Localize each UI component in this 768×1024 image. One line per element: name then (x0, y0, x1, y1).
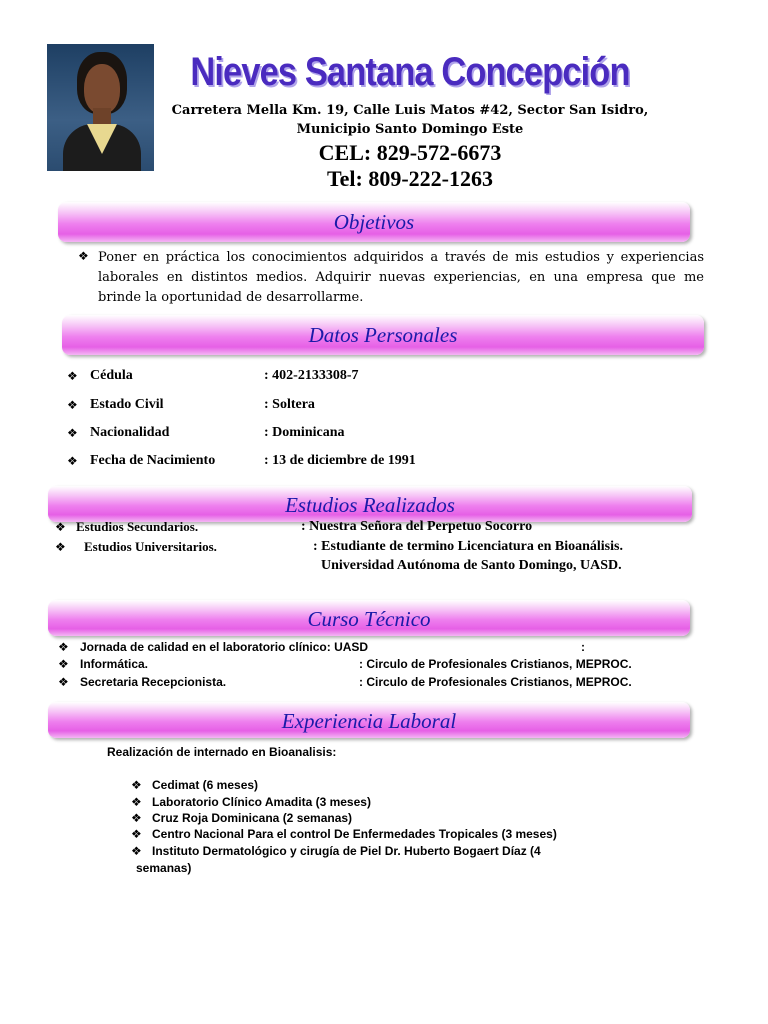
experiencia-item: Cruz Roja Dominicana (2 semanas) (152, 811, 353, 825)
section-title-estudios: Estudios Realizados (285, 493, 455, 517)
section-header-objetivos (58, 202, 690, 242)
personal-label: Cédula (90, 368, 133, 383)
bullet-icon: ❖ (78, 249, 89, 263)
estudio-value: : Nuestra Señora del Perpetuo Socorro (301, 519, 533, 534)
personal-value: : Soltera (264, 397, 315, 412)
curso-label: Informática. (80, 657, 149, 671)
address-line-1: Carretera Mella Km. 19, Calle Luis Matos #42, Sector San Isidro, (171, 103, 649, 118)
bullet-icon: ❖ (58, 640, 69, 654)
section-header-curso (48, 600, 690, 636)
bullet-icon: ❖ (67, 369, 78, 383)
curso-label: Secretaria Recepcionista. (80, 675, 227, 689)
estudio-label: Estudios Secundarios. (76, 519, 199, 534)
address-line-2: Municipio Santo Domingo Este (296, 122, 524, 137)
bullet-icon: ❖ (55, 520, 66, 534)
section-title-curso: Curso Técnico (307, 607, 431, 631)
curso-value: : Circulo de Profesionales Cristianos, MEPROC. (359, 657, 632, 671)
cel-phone: CEL: 829-572-6673 (318, 140, 502, 165)
bullet-icon: ❖ (67, 426, 78, 440)
section-title-objetivos: Objetivos (333, 210, 415, 234)
objetivo-text: Poner en práctica los conocimientos adquiridos a través de mis estudios y experiencias laborales en distintos medios. Adquirir nuevas experiencias, en una empresa que me brinde la oportunidad de desarrollarme. (98, 250, 704, 305)
experiencia-intro: Realización de internado en Bioanalisis: (107, 745, 337, 759)
personal-value: : 402-2133308-7 (264, 368, 359, 383)
curso-value: : Circulo de Profesionales Cristianos, MEPROC. (359, 675, 632, 689)
bullet-icon: ❖ (67, 454, 78, 468)
bullet-icon: ❖ (131, 795, 142, 809)
experiencia-item: Cedimat (6 meses) (152, 778, 259, 792)
personal-label: Nacionalidad (90, 425, 170, 440)
bullet-icon: ❖ (67, 398, 78, 412)
estudio-value-2: Universidad Autónoma de Santo Domingo, UASD. (321, 558, 622, 573)
section-header-datos-personales (62, 315, 704, 355)
personal-value: : 13 de diciembre de 1991 (264, 453, 416, 468)
bullet-icon: ❖ (58, 675, 69, 689)
personal-label: Estado Civil (90, 397, 164, 412)
bullet-icon: ❖ (55, 540, 66, 554)
experiencia-item: Centro Nacional Para el control De Enfermedades Tropicales (3 meses) (152, 827, 557, 841)
curso-label: Jornada de calidad en el laboratorio clínico: UASD (80, 640, 369, 654)
bullet-icon: ❖ (131, 778, 142, 792)
experiencia-item-continued: semanas) (136, 861, 192, 875)
experiencia-item: Laboratorio Clínico Amadita (3 meses) (152, 795, 371, 809)
bullet-icon: ❖ (131, 827, 142, 841)
section-header-estudios (48, 486, 692, 522)
experiencia-item: Instituto Dermatológico y cirugía de Piel Dr. Huberto Bogaert Díaz (4 (152, 844, 541, 858)
section-header-experiencia (48, 702, 690, 738)
section-title-datos-personales: Datos Personales (308, 323, 458, 347)
personal-label: Fecha de Nacimiento (90, 453, 216, 468)
curso-value: : (581, 640, 585, 654)
personal-value: : Dominicana (264, 425, 345, 440)
estudio-value: : Estudiante de termino Licenciatura en Bioanálisis. (313, 539, 623, 554)
section-title-experiencia: Experiencia Laboral (281, 709, 457, 733)
bullet-icon: ❖ (131, 811, 142, 825)
bullet-icon: ❖ (58, 657, 69, 671)
bullet-icon: ❖ (131, 844, 142, 858)
estudio-label: Estudios Universitarios. (84, 539, 217, 554)
tel-phone: Tel: 809-222-1263 (326, 166, 493, 191)
person-name: Nieves Santana Concepción (190, 50, 630, 94)
